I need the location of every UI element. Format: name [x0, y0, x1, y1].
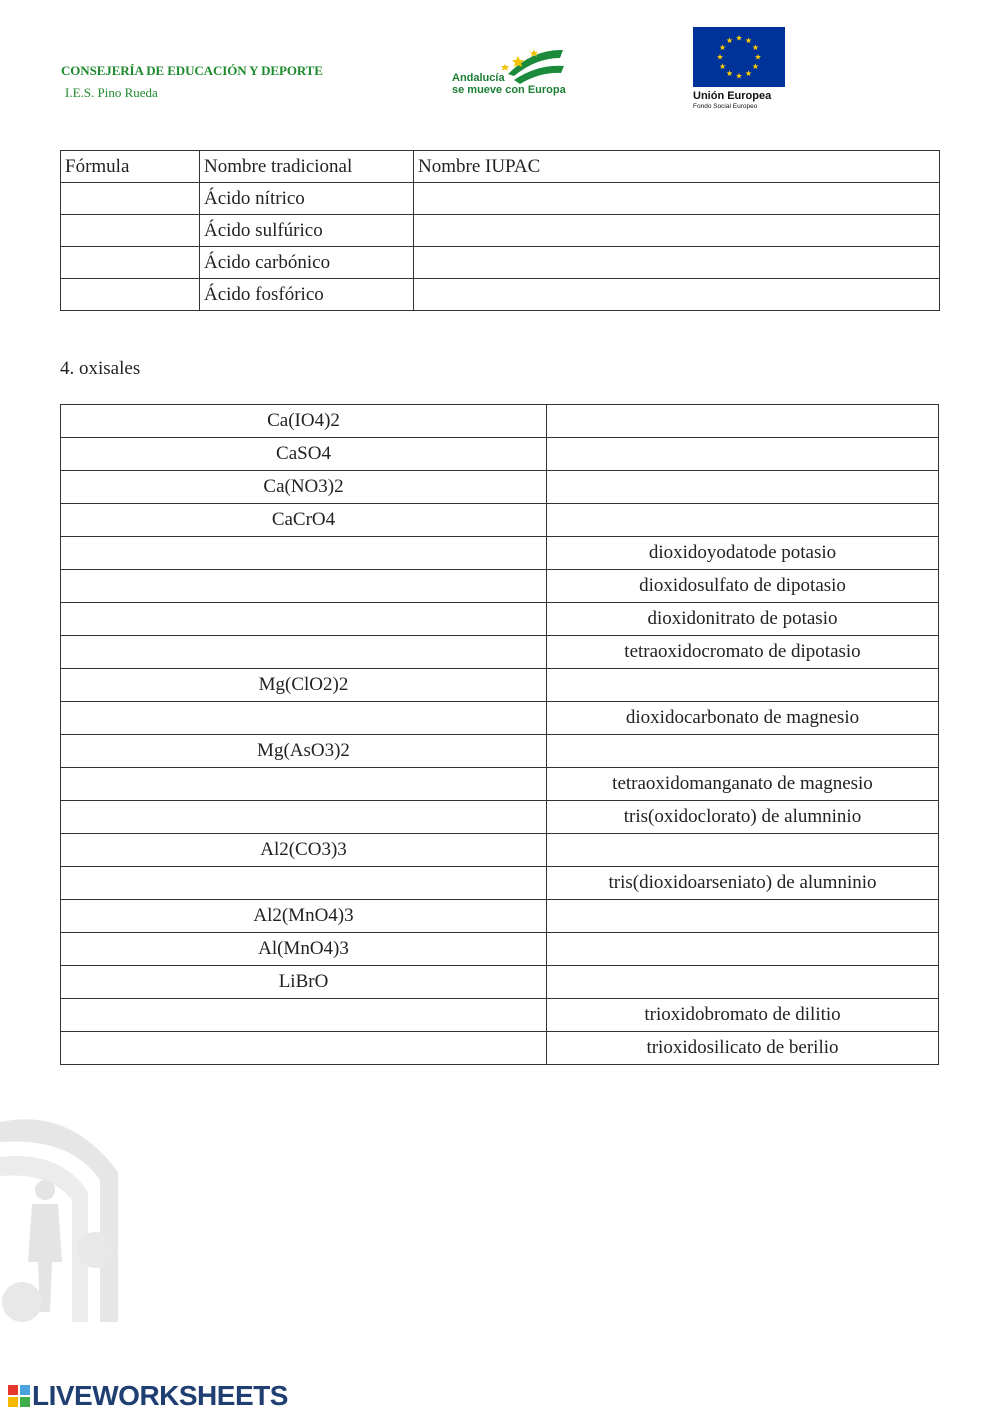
oxisales-formula-cell: LiBrO: [61, 966, 547, 999]
oxisales-answer-cell[interactable]: [61, 801, 547, 834]
acids-header-cell: Nombre IUPAC: [414, 151, 940, 183]
oxisales-answer-cell[interactable]: [547, 438, 939, 471]
eu-flag-icon: [693, 27, 785, 87]
oxisales-name-cell: trioxidobromato de dilitio: [547, 999, 939, 1032]
oxisales-name-cell: tetraoxidomanganato de magnesio: [547, 768, 939, 801]
oxisales-answer-cell[interactable]: [547, 900, 939, 933]
oxisales-row: [61, 537, 939, 570]
oxisales-answer-cell[interactable]: [547, 933, 939, 966]
liveworksheets-text: LIVEWORKSHEETS: [32, 1380, 288, 1411]
eu-sub: Fondo Social Europeo: [693, 103, 758, 110]
acids-answer-cell[interactable]: [61, 215, 200, 247]
header-institution: [61, 63, 323, 101]
andalucia-line2: se mueve con Europa: [452, 84, 566, 96]
eu-star: [745, 70, 751, 76]
oxisales-row: [61, 669, 939, 702]
acids-answer-cell[interactable]: [61, 279, 200, 311]
oxisales-name-cell: dioxidosulfato de dipotasio: [547, 570, 939, 603]
liveworksheets-brand: [8, 1380, 288, 1412]
school-name: I.E.S. Pino Rueda: [65, 85, 158, 100]
acids-cell: Ácido fosfórico: [200, 279, 414, 311]
eu-star: [726, 70, 732, 76]
oxisales-answer-cell[interactable]: [61, 537, 547, 570]
eu-star: [755, 54, 761, 60]
acids-row: [61, 215, 940, 247]
oxisales-name-cell: dioxidocarbonato de magnesio: [547, 702, 939, 735]
eu-star: [752, 63, 758, 69]
oxisales-formula-cell: Al2(MnO4)3: [61, 900, 547, 933]
oxisales-name-cell: trioxidosilicato de berilio: [547, 1032, 939, 1065]
acids-answer-cell[interactable]: [414, 183, 940, 215]
oxisales-row: [61, 405, 939, 438]
oxisales-answer-cell[interactable]: [547, 735, 939, 768]
eu-star: [720, 63, 726, 69]
acids-answer-cell[interactable]: [414, 279, 940, 311]
oxisales-answer-cell[interactable]: [61, 1032, 547, 1065]
oxisales-formula-cell: Ca(NO3)2: [61, 471, 547, 504]
oxisales-answer-cell[interactable]: [61, 999, 547, 1032]
acids-row: [61, 279, 940, 311]
oxisales-answer-cell[interactable]: [547, 966, 939, 999]
andalucia-line1: Andalucía: [452, 72, 505, 84]
eu-star: [736, 73, 742, 79]
eu-star: [720, 44, 726, 50]
acids-answer-cell[interactable]: [414, 247, 940, 279]
eu-star: [752, 44, 758, 50]
oxisales-row: [61, 834, 939, 867]
acids-answer-cell[interactable]: [414, 215, 940, 247]
oxisales-row: [61, 900, 939, 933]
oxisales-formula-cell: Ca(IO4)2: [61, 405, 547, 438]
eu-logo: [693, 27, 789, 119]
oxisales-name-cell: tetraoxidocromato de dipotasio: [547, 636, 939, 669]
acids-row: [61, 247, 940, 279]
oxisales-row: [61, 768, 939, 801]
oxisales-answer-cell[interactable]: [61, 867, 547, 900]
oxisales-name-cell: tris(dioxidoarseniato) de alumninio: [547, 867, 939, 900]
oxisales-answer-cell[interactable]: [547, 834, 939, 867]
oxisales-row: [61, 702, 939, 735]
oxisales-row: [61, 1032, 939, 1065]
liveworksheets-cube-icon: [8, 1385, 30, 1407]
oxisales-formula-cell: Al2(CO3)3: [61, 834, 547, 867]
eu-label: Unión Europea: [693, 90, 772, 102]
oxisales-answer-cell[interactable]: [61, 570, 547, 603]
eu-star: [717, 54, 723, 60]
oxisales-row: [61, 603, 939, 636]
oxisales-name-cell: dioxidoyodatode potasio: [547, 537, 939, 570]
oxisales-answer-cell[interactable]: [61, 768, 547, 801]
acids-header-cell: Nombre tradicional: [200, 151, 414, 183]
acids-answer-cell[interactable]: [61, 183, 200, 215]
oxisales-row: [61, 636, 939, 669]
oxisales-formula-cell: Al(MnO4)3: [61, 933, 547, 966]
junta-emblem-icon: [0, 1112, 125, 1332]
acids-cell: Ácido carbónico: [200, 247, 414, 279]
oxisales-answer-cell[interactable]: [61, 603, 547, 636]
acids-table: [60, 150, 940, 311]
oxisales-row: [61, 471, 939, 504]
oxisales-row: [61, 735, 939, 768]
oxisales-row: [61, 966, 939, 999]
oxisales-answer-cell[interactable]: [547, 504, 939, 537]
acids-row: [61, 183, 940, 215]
acids-cell: Ácido nítrico: [200, 183, 414, 215]
acids-answer-cell[interactable]: [61, 247, 200, 279]
oxisales-name-cell: tris(oxidoclorato) de alumninio: [547, 801, 939, 834]
oxisales-formula-cell: CaSO4: [61, 438, 547, 471]
oxisales-answer-cell[interactable]: [547, 669, 939, 702]
eu-star: [726, 37, 732, 43]
oxisales-name-cell: dioxidonitrato de potasio: [547, 603, 939, 636]
oxisales-answer-cell[interactable]: [61, 702, 547, 735]
oxisales-formula-cell: CaCrO4: [61, 504, 547, 537]
consejeria-title: CONSEJERÍA DE EDUCACIÓN Y DEPORTE: [61, 63, 323, 78]
oxisales-row: [61, 570, 939, 603]
acids-header-cell: Fórmula: [61, 151, 200, 183]
acids-header-row: [61, 151, 940, 183]
oxisales-formula-cell: Mg(ClO2)2: [61, 669, 547, 702]
oxisales-row: [61, 801, 939, 834]
oxisales-answer-cell[interactable]: [61, 636, 547, 669]
oxisales-answer-cell[interactable]: [547, 471, 939, 504]
oxisales-table: [60, 404, 939, 1065]
oxisales-answer-cell[interactable]: [547, 405, 939, 438]
section-title: 4. oxisales: [60, 358, 141, 379]
oxisales-row: [61, 504, 939, 537]
oxisales-row: [61, 999, 939, 1032]
andalucia-logo: [448, 44, 568, 106]
acids-cell: Ácido sulfúrico: [200, 215, 414, 247]
oxisales-formula-cell: Mg(AsO3)2: [61, 735, 547, 768]
oxisales-row: [61, 438, 939, 471]
eu-star: [745, 37, 751, 43]
oxisales-row: [61, 867, 939, 900]
eu-star: [736, 35, 742, 41]
oxisales-row: [61, 933, 939, 966]
